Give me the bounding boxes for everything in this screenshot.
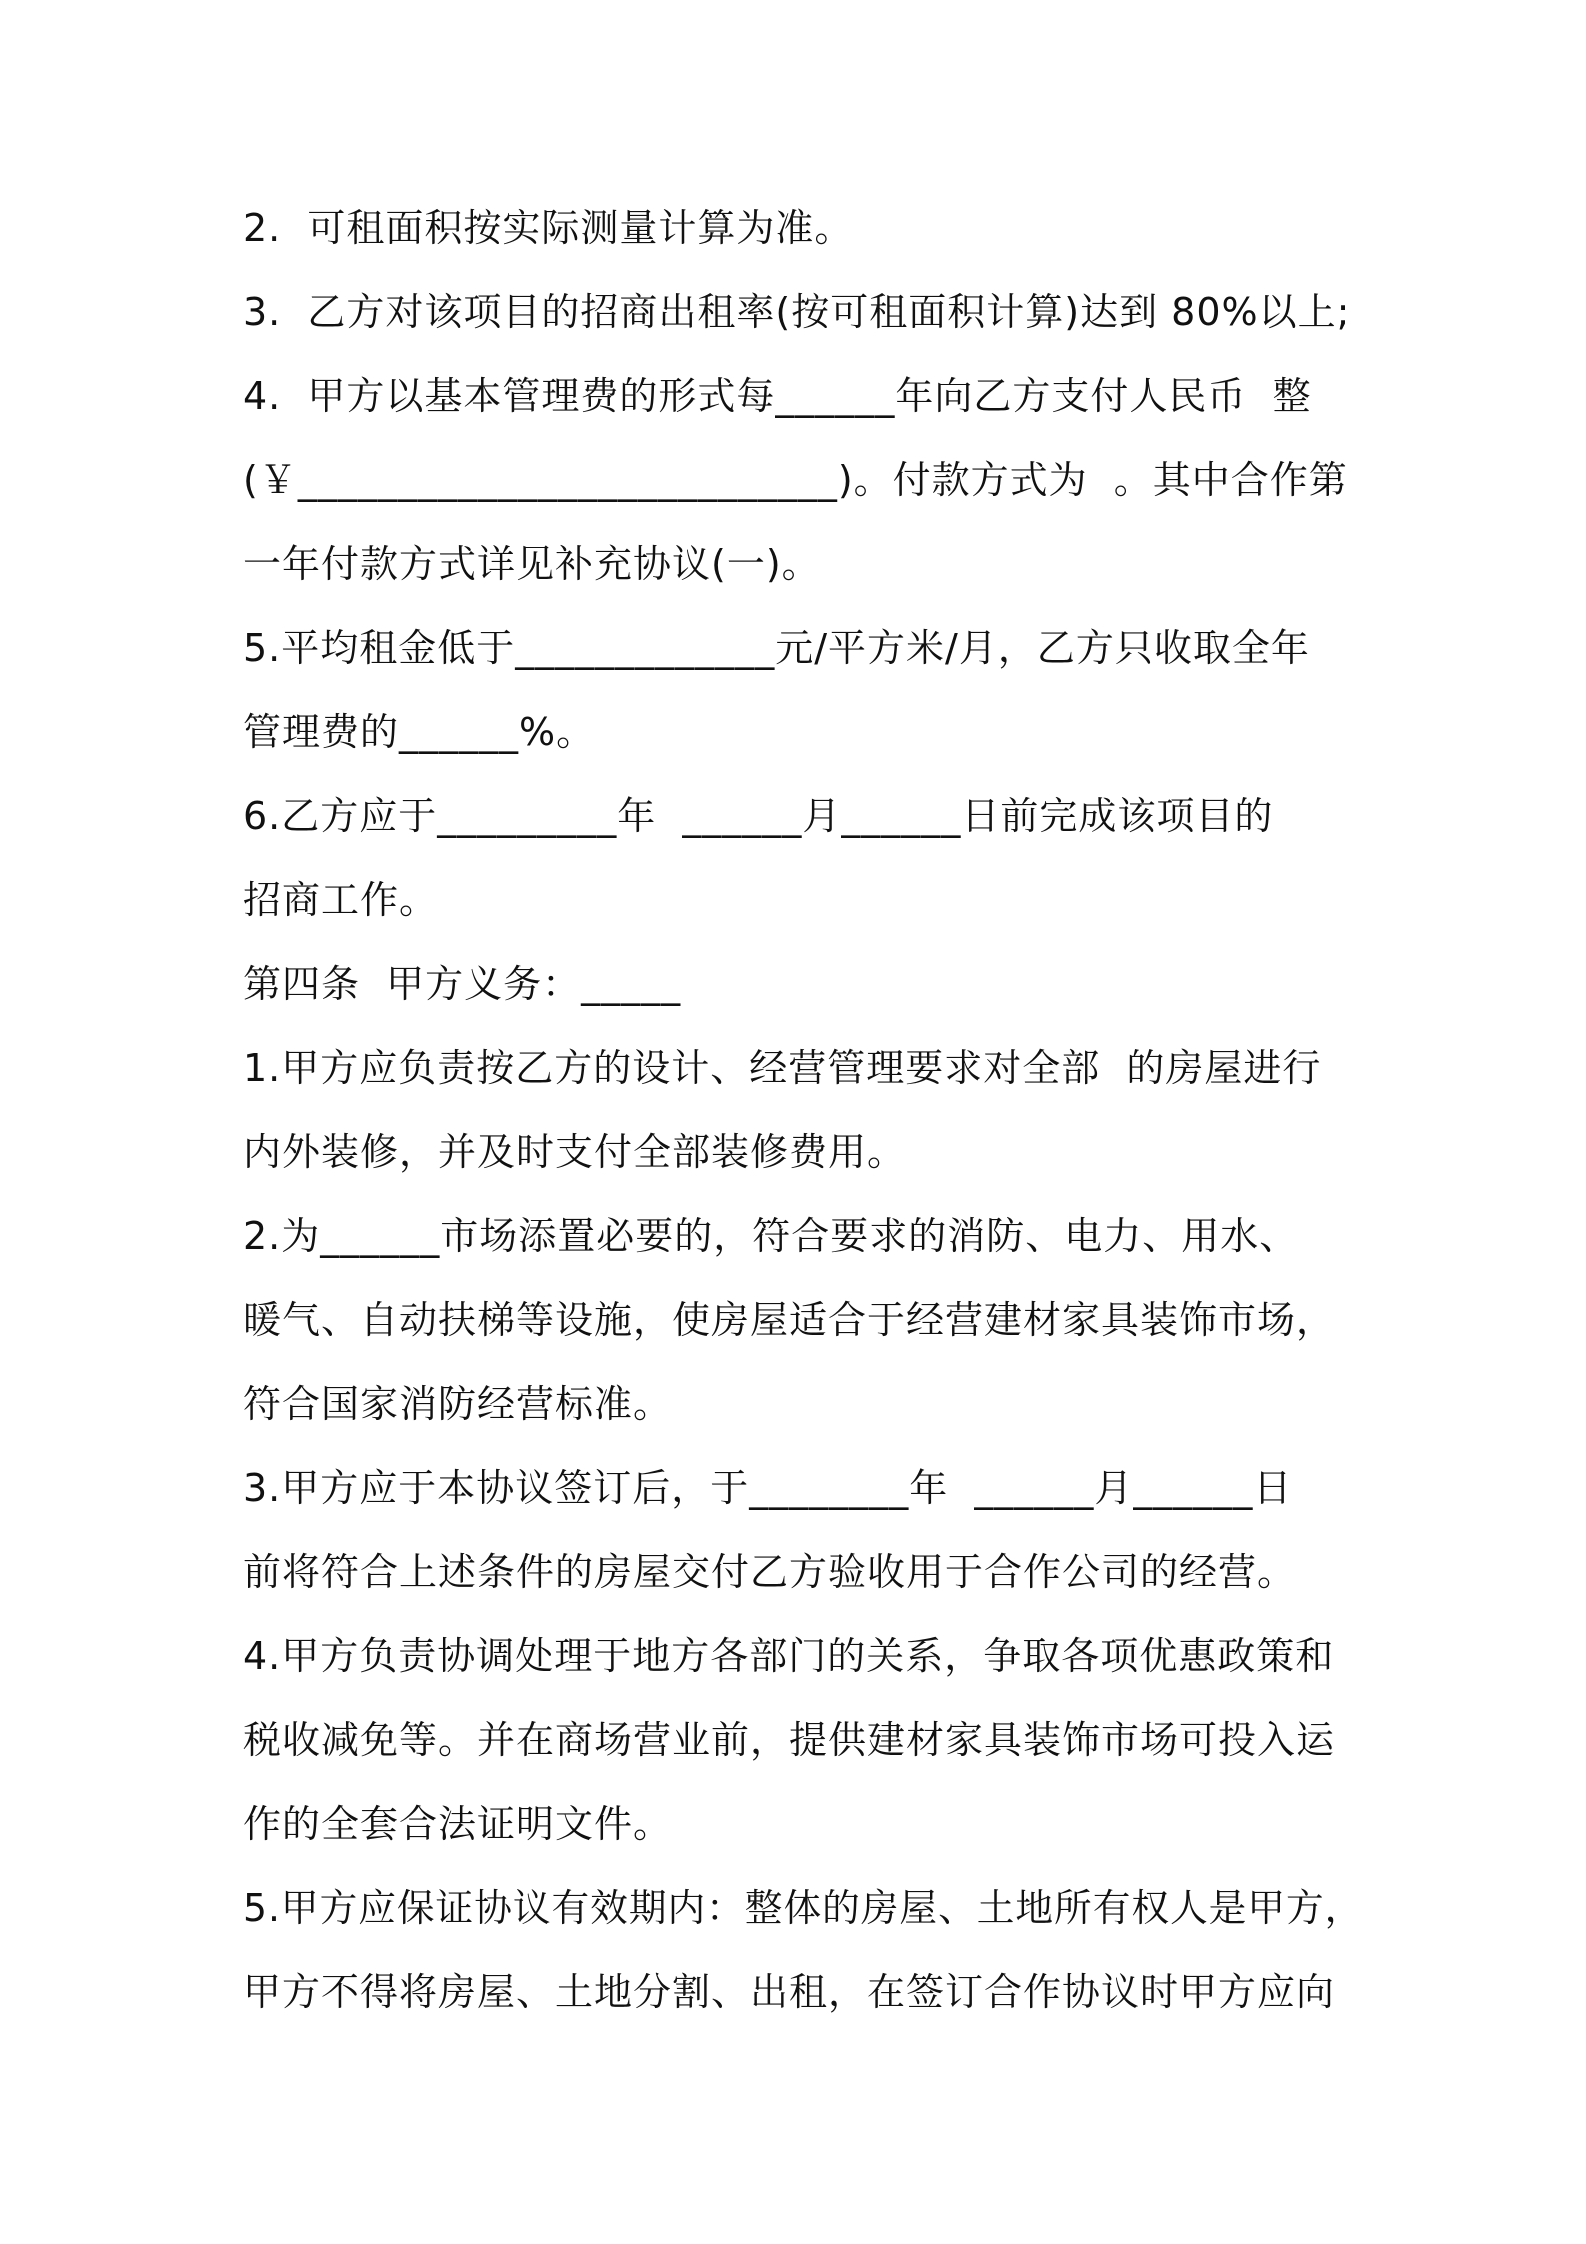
text-line-17: 前将符合上述条件的房屋交付乙方验收用于合作公司的经营。: [243, 1550, 1297, 1594]
text-line-4: (￥___________________________)。付款方式为 。其中合作第: [243, 458, 1348, 502]
text-line-11: 1.甲方应负责按乙方的设计、经营管理要求对全部 的房屋进行: [243, 1046, 1322, 1090]
text-line-22: 甲方不得将房屋、土地分割、出租，在签订合作协议时甲方应向: [243, 1970, 1336, 2014]
text-line-12: 内外装修，并及时支付全部装修费用。: [243, 1130, 907, 1174]
text-line-2: 3. 乙方对该项目的招商出租率(按可租面积计算)达到 80%以上;: [243, 290, 1351, 334]
text-line-21: 5.甲方应保证协议有效期内：整体的房屋、土地所有权人是甲方，: [243, 1886, 1364, 1930]
text-line-8: 6.乙方应于_________年 ______月______日前完成该项目的: [243, 794, 1274, 838]
text-line-14: 暖气、自动扶梯等设施，使房屋适合于经营建材家具装饰市场，: [243, 1298, 1336, 1342]
text-line-13: 2.为______市场添置必要的，符合要求的消防、电力、用水、: [243, 1214, 1299, 1258]
text-line-7: 管理费的______%。: [243, 710, 596, 754]
text-line-3: 4. 甲方以基本管理费的形式每______年向乙方支付人民币 整: [243, 374, 1312, 418]
text-line-6: 5.平均租金低于_____________元/平方米/月，乙方只收取全年: [243, 626, 1310, 670]
text-line-16: 3.甲方应于本协议签订后，于________年 ______月______日: [243, 1466, 1293, 1510]
text-line-9: 招商工作。: [243, 878, 439, 922]
text-line-1: 2. 可租面积按实际测量计算为准。: [243, 206, 854, 250]
article-heading: 第四条 甲方义务：_____: [243, 962, 682, 1006]
text-line-18: 4.甲方负责协调处理于地方各部门的关系，争取各项优惠政策和: [243, 1634, 1335, 1678]
text-line-19: 税收减免等。并在商场营业前，提供建材家具装饰市场可投入运: [243, 1718, 1336, 1762]
text-line-15: 符合国家消防经营标准。: [243, 1382, 673, 1426]
text-line-20: 作的全套合法证明文件。: [243, 1802, 673, 1846]
text-line-5: 一年付款方式详见补充协议(一)。: [243, 542, 821, 586]
